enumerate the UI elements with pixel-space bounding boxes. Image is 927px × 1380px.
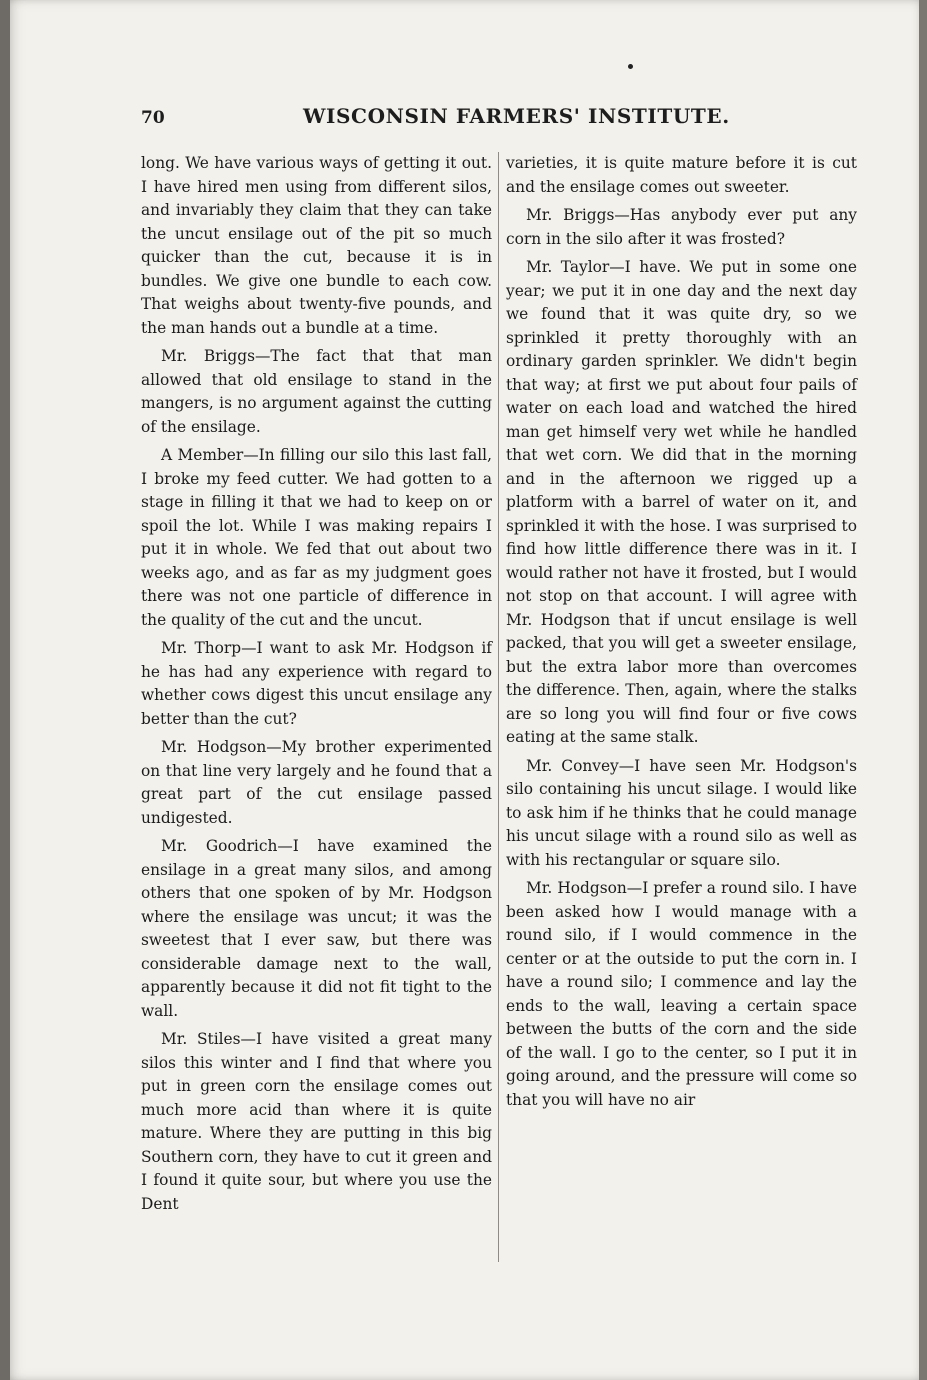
- paragraph: Mr. Thorp—I want to ask Mr. Hodgson if he has had any experience with regard to whether cows digest this uncut ensilage any better than the cut?: [141, 639, 492, 728]
- column-divider: [498, 152, 499, 1262]
- page-number: 70: [141, 108, 165, 128]
- right-column: [506, 152, 857, 1112]
- paragraph: Mr. Stiles—I have visited a great many silos this winter and I find that where you put in green corn the ensilage comes out much more acid than where it is quite mature. Where they are putting in this big Southern corn, they have to cut it green and I found it quite sour, but where you use the Dent: [141, 1030, 492, 1213]
- paragraph: A Member—In filling our silo this last fall, I broke my feed cutter. We had gotten to a stage in filling it that we had to keep on or spoil the lot. While I was making repairs I put it in whole. We fed that out about two weeks ago, and as far as my judgment goes there was not one particle of difference in the quality of the cut and the uncut.: [141, 446, 492, 629]
- paragraph: long. We have various ways of getting it out. I have hired men using from different silos, and invariably they claim that they can take the uncut ensilage out of the pit so much quicker than the cut, because it is in bundles. We give one bundle to each cow. That weighs about twenty-five pounds, and the man hands out a bundle at a time.: [141, 154, 492, 337]
- paragraph: Mr. Hodgson—My brother experimented on that line very largely and he found that a great part of the cut ensilage passed undigested.: [141, 738, 492, 827]
- paragraph: Mr. Briggs—Has anybody ever put any corn in the silo after it was frosted?: [506, 206, 857, 248]
- page-right-shadow: [919, 0, 927, 1380]
- paragraph: Mr. Convey—I have seen Mr. Hodgson's silo containing his uncut silage. I would like to ask him if he thinks that he could manage his uncut silage with a round silo as well as with his rectangular or square silo.: [506, 756, 857, 869]
- paragraph: varieties, it is quite mature before it is cut and the ensilage comes out sweeter.: [506, 154, 857, 196]
- left-column: [141, 152, 492, 1216]
- ink-speck: [628, 64, 633, 69]
- running-title: WISCONSIN FARMERS' INSTITUTE.: [303, 104, 730, 128]
- page-header: [141, 104, 861, 134]
- paragraph: Mr. Hodgson—I prefer a round silo. I have been asked how I would manage with a round silo, if I would commence in the center or at the outside to put the corn in. I have a round silo; I commence and lay the ends to the wall, leaving a certain space between the butts of the corn and the side of the wall. I go to the center, so I put it in going around, and the pressure will come so that you will have no air: [506, 879, 857, 1109]
- page-left-shadow: [0, 0, 10, 1380]
- paragraph: Mr. Taylor—I have. We put in some one year; we put it in one day and the next day we found that it was quite dry, so we sprinkled it pretty thoroughly with an ordinary garden sprinkler. We didn't begin that way; at first we put about four pails of water on each load and watched the hired man get himself very wet while he handled that wet corn. We did that in the morning and in the afternoon we rigged up a platform with a barrel of water on it, and sprinkled it with the hose. I was surprised to find how little difference there was in it. I would rather not have it frosted, but I would not stop on that account. I will agree with Mr. Hodgson that if uncut ensilage is well packed, that you will get a sweeter ensilage, but the extra labor more than overcomes the difference. Then, again, where the stalks are so long you will find four or five cows eating at the same stalk.: [506, 258, 857, 746]
- paragraph: Mr. Briggs—The fact that that man allowed that old ensilage to stand in the mangers, is no argument against the cutting of the ensilage.: [141, 347, 492, 436]
- paragraph: Mr. Goodrich—I have examined the ensilage in a great many silos, and among others that one spoken of by Mr. Hodgson where the ensilage was uncut; it was the sweetest that I ever saw, but there was considerable damage next to the wall, apparently because it did not fit tight to the wall.: [141, 837, 492, 1020]
